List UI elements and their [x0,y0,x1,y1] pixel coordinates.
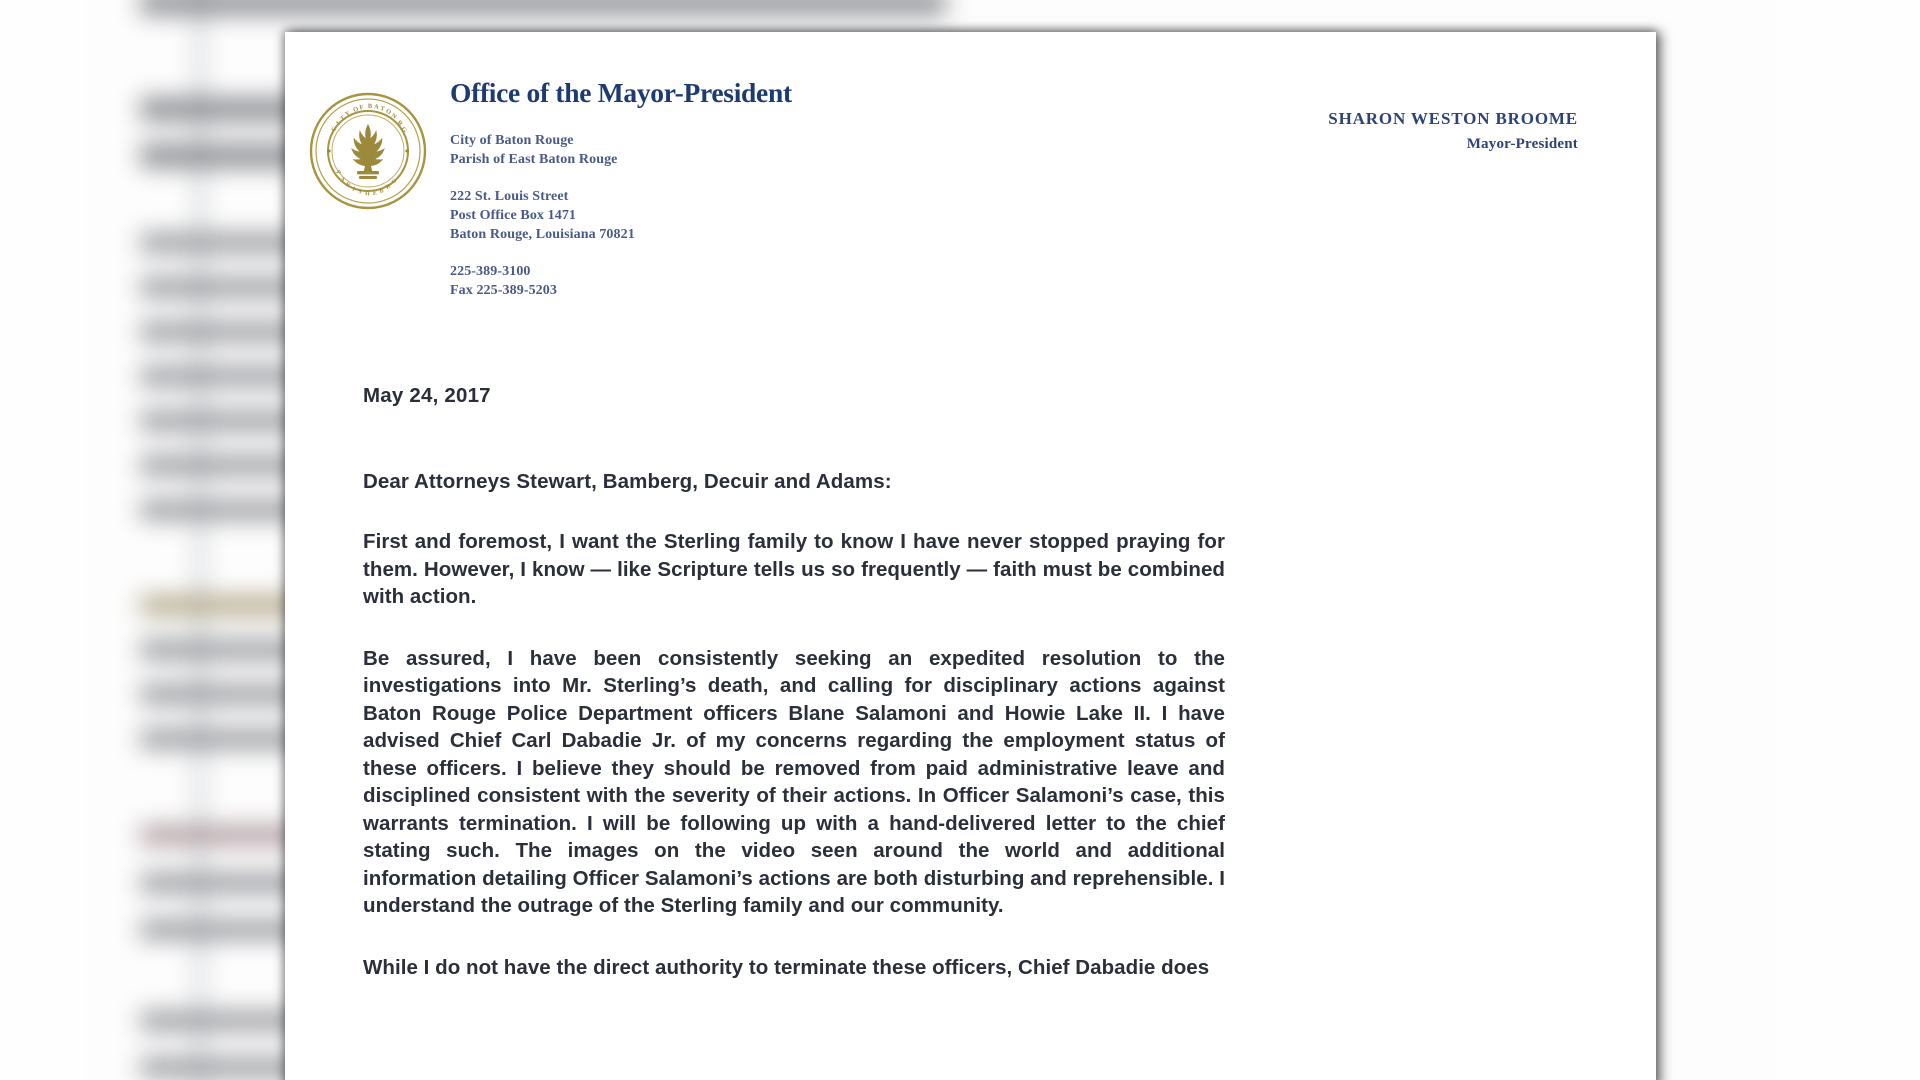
svg-text:Y: Y [344,109,353,119]
contact-line-phone: 225-389-3100 [450,264,531,279]
letter-paragraph-2: Be assured, I have been consistently seeking an expedited resolution to the investigations into Mr. Sterling’s death, and calling for disciplinary actions against Baton Rouge Police Department officers Blane Salamoni and Howie Lake II. I have advised Chief Carl Dabadie Jr. of my concerns regarding the employment status of these officers. I believe they should be removed from paid administrative leave and disciplined consistent with the severity of their actions. In Officer Salamoni’s case, this warrants termination. I will be following up with a hand-delivered letter to the chief stating such. The images on the video seen around the world and additional information detailing Officer Salamoni’s actions are both disturbing and reprehensible. I understand the outrage of the Sterling family and our community. [363,646,1225,917]
letterhead-title: Office of the Mayor-President [450,77,792,108]
official-title: Mayor-President [1466,136,1578,152]
letter-date: May 24, 2017 [363,384,491,407]
svg-text:B: B [378,187,386,195]
entity-line-city: City of Baton Rouge [450,133,574,148]
svg-text:G: G [399,125,409,135]
letterhead-contact-block [450,262,792,300]
letterhead-address-block [450,187,792,244]
letter-paragraph-1: First and foremost, I want the Sterling family to know I have never stopped praying for them. However, I know — like Scripture tells us so frequently — faith must be combined with action. [363,530,1225,608]
letterhead [285,32,1656,322]
address-line-po-box: Post Office Box 1471 [450,208,577,223]
official-name: SHARON WESTON BROOME [1328,109,1578,128]
address-line-street: 222 St. Louis Street [450,189,569,204]
svg-text:I: I [335,119,343,127]
letter-paragraph-3: While I do not have the direct authority to terminate these officers, Chief Dabadie does [363,955,1210,979]
city-seal-icon [309,92,427,210]
svg-text:R: R [395,119,405,129]
letterhead-text-block [450,77,792,300]
svg-text:O: O [384,107,394,117]
svg-text:P: P [334,169,343,177]
address-line-city-state-zip: Baton Rouge, Louisiana 70821 [450,227,635,242]
svg-text:O: O [352,105,361,114]
svg-text:H: H [364,191,371,198]
svg-text:G: G [390,177,399,186]
contact-line-fax: Fax 225-389-5203 [450,283,557,298]
svg-text:S: S [357,189,364,196]
letter-page[interactable] [285,32,1656,1080]
svg-text:N: N [389,112,399,122]
svg-text:F: F [359,103,366,112]
svg-text:I: I [351,186,357,194]
svg-text:C: C [330,124,340,134]
svg-text:B: B [367,102,374,110]
entity-line-parish: Parish of East Baton Rouge [450,152,618,167]
svg-text:R: R [343,181,352,190]
svg-text:A: A [338,176,347,185]
svg-text:T: T [379,104,387,114]
letter-salutation: Dear Attorneys Stewart, Bamberg, Decuir and Adams: [363,470,892,493]
letter-body [363,384,1225,981]
svg-text:A: A [373,103,381,111]
official-identity-block [1328,109,1578,153]
svg-text:T: T [338,113,348,123]
svg-text:R: R [385,183,393,191]
svg-text:E: E [372,190,379,197]
letterhead-entity-block [450,131,792,169]
